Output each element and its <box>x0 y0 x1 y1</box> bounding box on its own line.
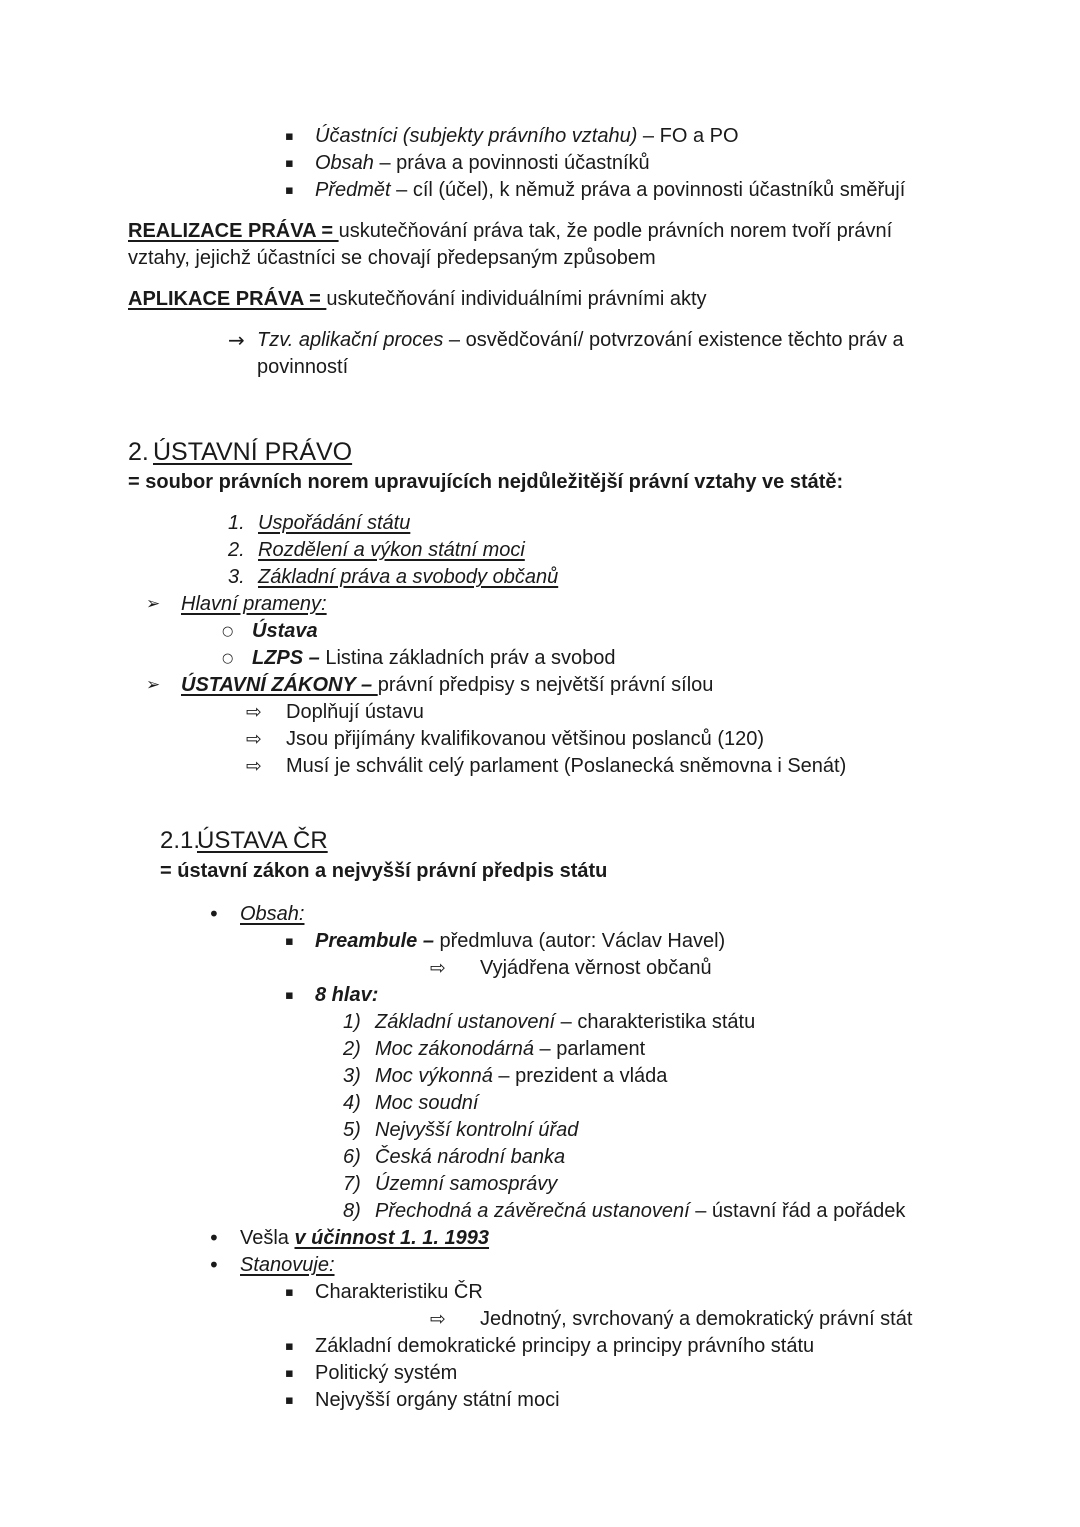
text-run: Předmět <box>315 179 391 201</box>
text-run: – charakteristika státu <box>555 1011 756 1033</box>
number-marker: 2) <box>343 1038 361 1060</box>
numbered-item <box>0 1117 1080 1144</box>
number-marker: 4) <box>343 1092 361 1114</box>
circle-bullet-marker: ○ <box>222 624 234 639</box>
text-run: Uspořádání státu <box>258 512 411 534</box>
text-run: Základní práva a svobody občanů <box>258 566 559 588</box>
text-run: Moc soudní <box>375 1092 479 1114</box>
arrow-bullet-item <box>0 1306 1080 1333</box>
square-bullet-marker: ▪ <box>285 129 294 144</box>
text-run: Česká národní banka <box>375 1146 566 1168</box>
text-run: Přechodná a závěrečná ustanovení <box>375 1200 690 1222</box>
chevron-arrow-icon: ➢ <box>146 594 161 614</box>
arrow-bullet-item <box>0 699 1080 726</box>
text-run: předmluva (autor: Václav Havel) <box>439 930 726 952</box>
chevron-bullet-item <box>0 672 1080 699</box>
number-marker: 5) <box>343 1119 361 1141</box>
subsection-number: 2.1. <box>160 827 201 854</box>
square-bullet-item <box>0 150 1080 177</box>
text-run: Jednotný, svrchovaný a demokratický právní stát <box>480 1308 913 1330</box>
numbered-item <box>0 1090 1080 1117</box>
text-run: 8 hlav: <box>315 984 379 1006</box>
number-marker: 3) <box>343 1065 361 1087</box>
right-arrow-icon: ⇨ <box>246 755 262 777</box>
document-body <box>0 123 1080 1414</box>
text-run: Hlavní prameny: <box>181 593 327 615</box>
text-run: Listina základních práv a svobod <box>325 647 616 669</box>
numbered-item <box>0 564 1080 591</box>
subsection-heading <box>0 824 1080 858</box>
text-run: Doplňují ústavu <box>286 701 424 723</box>
text-run: – prezident a vláda <box>492 1065 668 1087</box>
paragraph <box>0 218 1080 272</box>
text-run: – práva a povinnosti účastníků <box>373 152 650 174</box>
chevron-bullet-item <box>0 591 1080 618</box>
round-bullet-item <box>0 1225 1080 1252</box>
number-marker: 7) <box>343 1173 361 1195</box>
round-bullet-marker: • <box>208 1226 220 1250</box>
text-run: Moc zákonodárná <box>375 1038 534 1060</box>
numbered-item <box>0 1036 1080 1063</box>
right-arrow-icon: → <box>228 328 245 352</box>
square-bullet-marker: ▪ <box>285 1339 294 1354</box>
square-bullet-item <box>0 123 1080 150</box>
number-marker: 2. <box>228 539 245 561</box>
square-bullet-item <box>0 928 1080 955</box>
section-number: 2. <box>128 438 149 466</box>
text-run: ÚSTAVNÍ PRÁVO <box>153 438 353 466</box>
text-run: Územní samosprávy <box>375 1173 558 1195</box>
text-run: Účastníci (subjekty právního vztahu) <box>315 125 638 147</box>
number-marker: 1) <box>343 1011 361 1033</box>
numbered-item <box>0 510 1080 537</box>
text-run: Vešla <box>240 1227 295 1249</box>
square-bullet-marker: ▪ <box>285 988 294 1003</box>
text-run: Charakteristiku ČR <box>315 1281 483 1303</box>
text-run: uskutečňování práva tak, že podle právních norem tvoří právní vztahy, jejichž účastníci se chovají předepsaným způsobem <box>128 220 893 269</box>
square-bullet-item <box>0 1279 1080 1306</box>
text-run: Moc výkonná <box>375 1065 493 1087</box>
text-run: uskutečňování individuálními právními akty <box>326 288 707 310</box>
text-run: – ústavní řád a pořádek <box>689 1200 906 1222</box>
numbered-item <box>0 1063 1080 1090</box>
numbered-item <box>0 1009 1080 1036</box>
number-marker: 6) <box>343 1146 361 1168</box>
numbered-item <box>0 537 1080 564</box>
arrow-note <box>0 327 1080 381</box>
square-bullet-item <box>0 982 1080 1009</box>
text-run: ÚSTAVA ČR <box>197 827 328 854</box>
text-run: – cíl (účel), k němuž práva a povinnosti účastníků směřují <box>390 179 906 201</box>
circle-bullet-item <box>0 618 1080 645</box>
text-run: Vyjádřena věrnost občanů <box>480 957 712 979</box>
text-run: APLIKACE PRÁVA = <box>128 288 327 310</box>
text-run: = ústavní zákon a nejvyšší právní předpis státu <box>160 860 608 882</box>
arrow-bullet-item <box>0 726 1080 753</box>
round-bullet-marker: • <box>208 1253 220 1277</box>
text-run: právní předpisy s největší právní sílou <box>377 674 714 696</box>
right-arrow-icon: ⇨ <box>246 701 262 723</box>
square-bullet-item <box>0 1360 1080 1387</box>
arrow-bullet-item <box>0 955 1080 982</box>
paragraph <box>0 286 1080 313</box>
paragraph <box>0 858 1080 885</box>
text-run: Ústava <box>252 620 318 642</box>
number-marker: 3. <box>228 566 245 588</box>
section-heading <box>0 435 1080 469</box>
text-run: REALIZACE PRÁVA = <box>128 220 339 242</box>
round-bullet-item <box>0 901 1080 928</box>
text-run: Základní ustanovení <box>375 1011 556 1033</box>
text-run: LZPS – <box>252 647 326 669</box>
text-run: Jsou přijímány kvalifikovanou většinou poslanců (120) <box>286 728 765 750</box>
circle-bullet-marker: ○ <box>222 651 234 666</box>
square-bullet-marker: ▪ <box>285 1285 294 1300</box>
numbered-item <box>0 1198 1080 1225</box>
paragraph <box>0 469 1080 496</box>
round-bullet-marker: • <box>208 902 220 926</box>
text-run: = soubor právních norem upravujících nejdůležitější právní vztahy ve státě: <box>128 471 844 493</box>
circle-bullet-item <box>0 645 1080 672</box>
square-bullet-marker: ▪ <box>285 934 294 949</box>
text-run: Nejvyšší orgány státní moci <box>315 1389 560 1411</box>
text-run: Politický systém <box>315 1362 458 1384</box>
text-run: Nejvyšší kontrolní úřad <box>375 1119 579 1141</box>
square-bullet-item <box>0 1333 1080 1360</box>
right-arrow-icon: ⇨ <box>430 1308 446 1330</box>
numbered-item <box>0 1144 1080 1171</box>
text-run: v účinnost 1. 1. 1993 <box>294 1227 490 1249</box>
square-bullet-item <box>0 1387 1080 1414</box>
text-run: Základní demokratické principy a principy právního státu <box>315 1335 815 1357</box>
text-run: ÚSTAVNÍ ZÁKONY – <box>181 674 378 696</box>
text-run: Preambule – <box>315 930 440 952</box>
square-bullet-marker: ▪ <box>285 1393 294 1408</box>
text-run: Musí je schválit celý parlament (Poslanecká sněmovna i Senát) <box>286 755 847 777</box>
text-run: Obsah <box>315 152 374 174</box>
right-arrow-icon: ⇨ <box>246 728 262 750</box>
chevron-arrow-icon: ➢ <box>146 675 161 695</box>
numbered-item <box>0 1171 1080 1198</box>
round-bullet-item <box>0 1252 1080 1279</box>
text-run: – parlament <box>533 1038 646 1060</box>
text-run: Tzv. aplikační proces <box>257 329 444 351</box>
square-bullet-marker: ▪ <box>285 183 294 198</box>
square-bullet-item <box>0 177 1080 204</box>
square-bullet-marker: ▪ <box>285 1366 294 1381</box>
text-run: Obsah: <box>240 903 305 925</box>
right-arrow-icon: ⇨ <box>430 957 446 979</box>
number-marker: 1. <box>228 512 245 534</box>
text-run: Stanovuje: <box>240 1254 335 1276</box>
text-run: – FO a PO <box>637 125 739 147</box>
number-marker: 8) <box>343 1200 361 1222</box>
arrow-bullet-item <box>0 753 1080 780</box>
text-run: Rozdělení a výkon státní moci <box>258 539 525 561</box>
square-bullet-marker: ▪ <box>285 156 294 171</box>
text-run: – osvědčování/ potvrzování existence těchto práv a povinností <box>257 329 904 378</box>
